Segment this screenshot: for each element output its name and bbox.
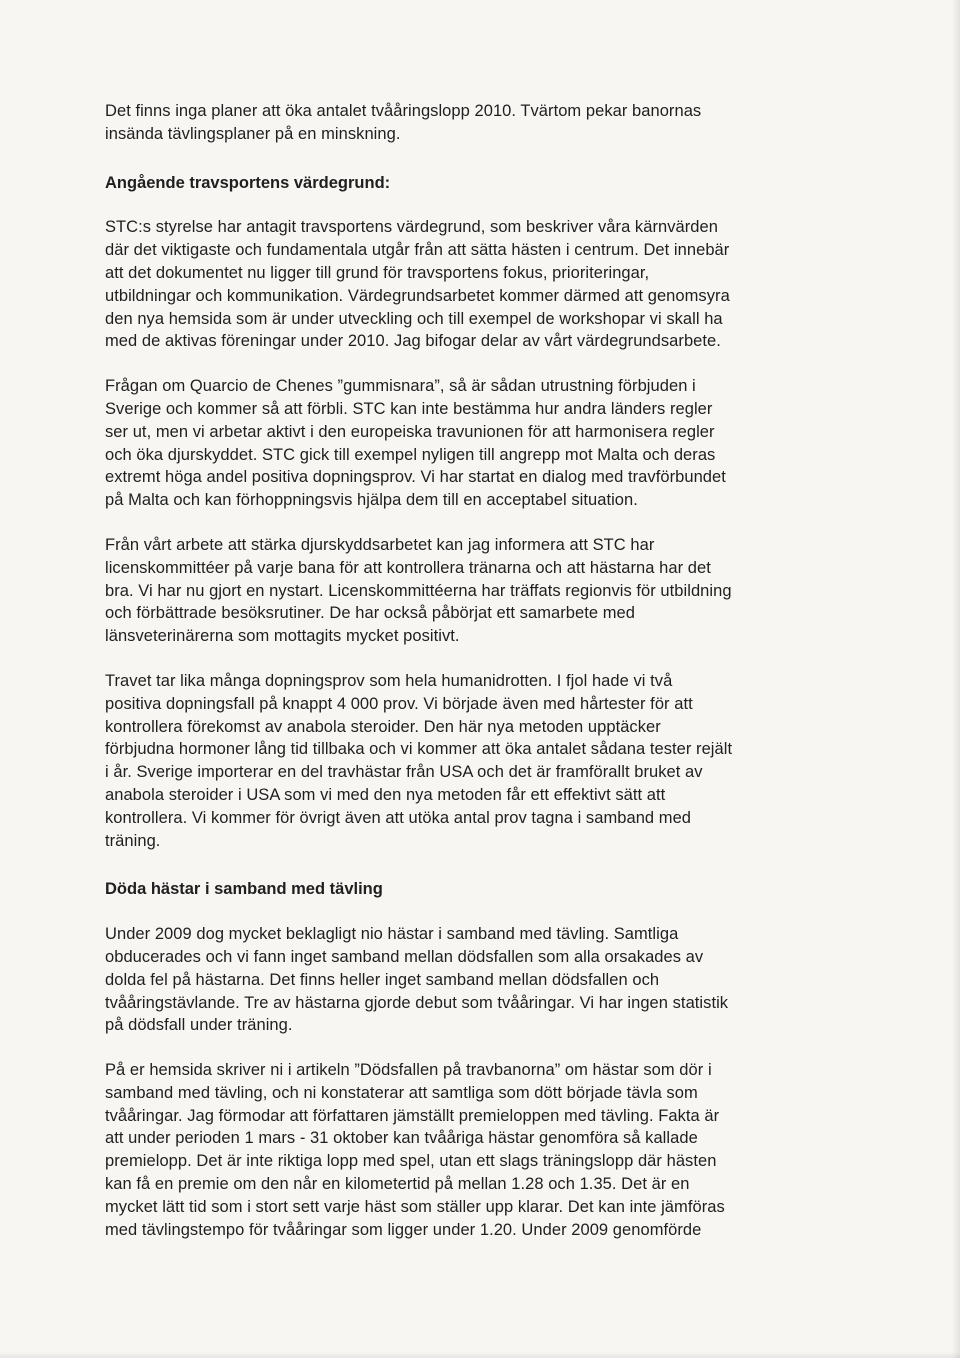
paragraph-djurskydd: Från vårt arbete att stärka djurskyddsarbetet kan jag informera att STC har licenskommittéer på varje bana för att kontrollera tränarna och att hästarna har det bra. Vi har nu gjort en nystart. Licenskommittéerna har träffats regionvis för utbildning och förbättrade besöksrutiner. De har också påbörjat ett samarbete med länsveterinärerna som mottagits mycket positivt. (105, 535, 732, 646)
heading-vardegrund: Angående travsportens värdegrund: (105, 173, 391, 192)
paragraph-vardegrund: STC:s styrelse har antagit travsportens värdegrund, som beskriver våra kärnvärden där det viktigaste och fundamentala utgår från att sätta hästen i centrum. Det innebär att det dokumentet nu ligger till grund för travsportens fokus, prioriteringar, utbildningar och kommunikation. Värdegrundsarbetet kommer därmed att genomsyra den nya hemsida som är under utveckling och till exempel de workshopar vi skall ha med de aktivas föreningar under 2010. Jag bifogar delar av vårt värdegrundsarbete. (105, 218, 730, 351)
paragraph-tvaaringslopp: Det finns inga planer att öka antalet tvååringslopp 2010. Tvärtom pekar banornas insända tävlingsplaner på en minskning. (105, 102, 702, 143)
scan-bottom-shadow (0, 1352, 960, 1358)
document-page (105, 100, 825, 1241)
scan-edge-shadow (952, 0, 960, 1358)
paragraph-dopningsprov: Travet tar lika många dopningsprov som hela humanidrotten. I fjol hade vi två positiva dopningsfall på knappt 4 000 prov. Vi började även med hårtester för att kontrollera förekomst av anabola steroider. Den här nya metoden upptäcker förbjudna hormoner lång tid tillbaka och vi kommer att öka antalet sådana tester rejält i år. Sverige importerar en del travhästar från USA och det är framförallt bruket av anabola steroider i USA som vi med den nya metoden får ett effektivt sätt att kontrollera. Vi kommer för övrigt även att utöka antal prov tagna i samband med träning. (105, 671, 733, 850)
heading-doda-hastar: Döda hästar i samband med tävling (105, 880, 383, 899)
paragraph-gummisnara: Frågan om Quarcio de Chenes ”gummisnara”, så är sådan utrustning förbjuden i Sverige och kommer så att förbli. STC kan inte bestämma hur andra länders regler ser ut, men vi arbetar aktivt i den europeiska travunionen för att harmonisera regler och öka djurskyddet. STC gick till exempel nyligen till angrepp mot Malta och deras extremt höga andel positiva dopningsprov. Vi har startat en dialog med travförbundet på Malta och kan förhoppningsvis hjälpa dem till en acceptabel situation. (105, 377, 726, 510)
paragraph-dodsfall-tavling: Under 2009 dog mycket beklagligt nio hästar i samband med tävling. Samtliga obducerades och vi fann inget samband mellan dödsfallen som alla orsakades av dolda fel på hästarna. Det finns heller inget samband mellan dödsfallen och tvååringstävlande. Tre av hästarna gjorde debut som tvååringar. Vi har ingen statistik på dödsfall under träning. (105, 925, 729, 1035)
paragraph-premielopp: På er hemsida skriver ni i artikeln ”Dödsfallen på travbanorna” om hästar som dör i samband med tävling, och ni konstaterar att samtliga som dött började tävla som tvååringar. Jag förmodar att författaren jämställt premieloppen med tävling. Fakta är att under perioden 1 mars - 31 oktober kan tvååriga hästar genomföra så kallade premielopp. Det är inte riktiga lopp med spel, utan ett slags träningslopp där hästen kan få en premie om den når en kilometertid på mellan 1.28 och 1.35. Det är en mycket lätt tid som i stort sett varje häst som ställer upp klarar. Det kan inte jämföras med tävlingstempo för tvååringar som ligger under 1.20. Under 2009 genomförde (105, 1061, 725, 1239)
